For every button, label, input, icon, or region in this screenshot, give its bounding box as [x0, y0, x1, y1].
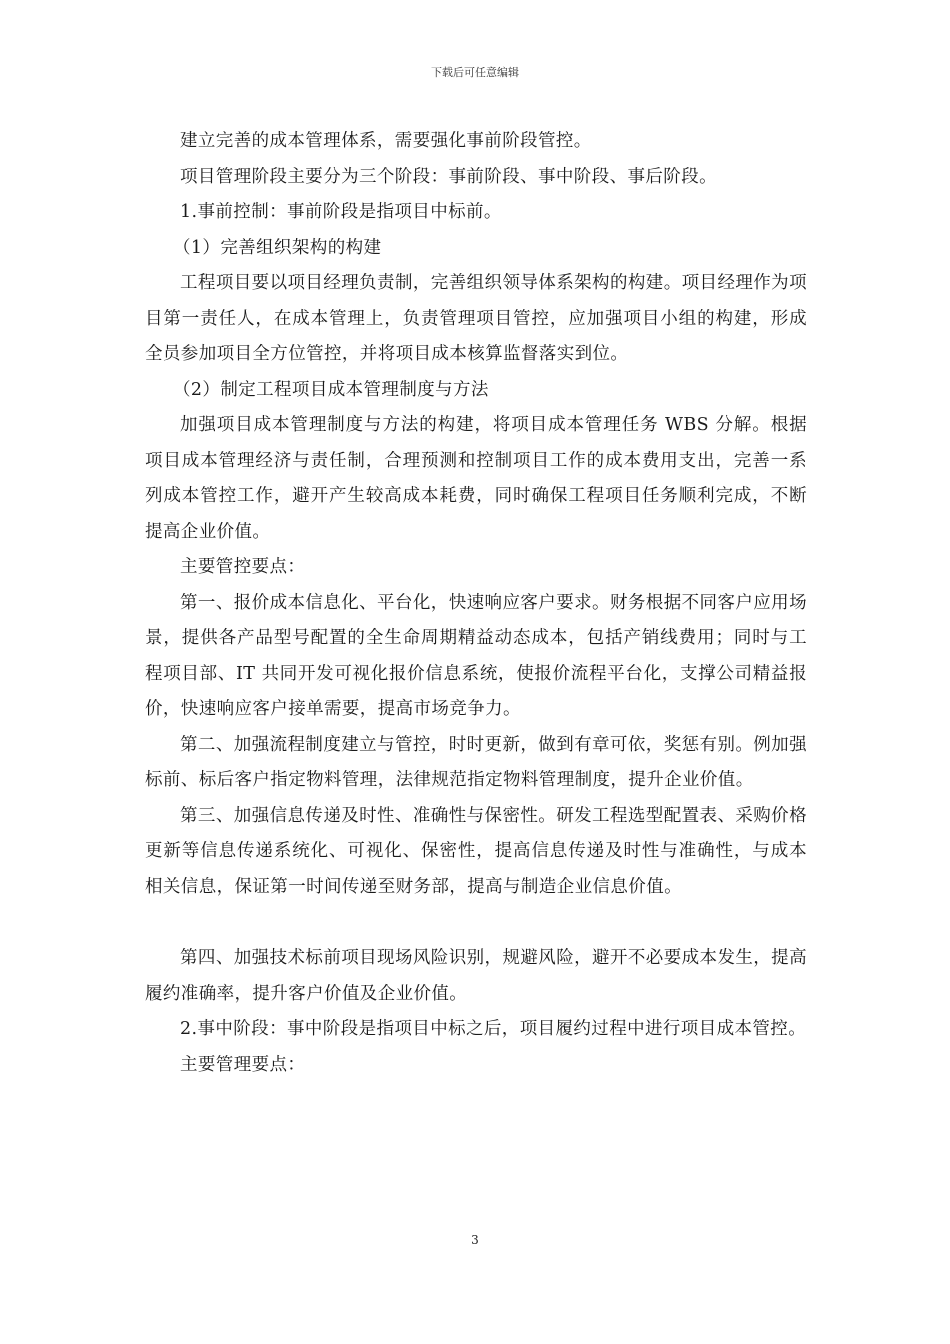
page-header-note: 下载后可任意编辑 [431, 66, 519, 79]
paragraph-point-two: 第二、加强流程制度建立与管控，时时更新，做到有章可依，奖惩有别。例加强标前、标后客户指定物料管理，法律规范指定物料管理制度，提升企业价值。 [145, 734, 807, 790]
paragraph-org-structure: 工程项目要以项目经理负责制，完善组织领导体系架构的构建。项目经理作为项目第一责任人，在成本管理上，负责管理项目管控，应加强项目小组的构建，形成全员参加项目全方位管控，并将项目成本核算监督落实到位。 [145, 273, 807, 364]
subheading-cost-system: （2）制定工程项目成本管理制度与方法 [173, 379, 489, 400]
paragraph-intro: 建立完善的成本管理体系，需要强化事前阶段管控。 [180, 131, 592, 151]
paragraph-key-points-label: 主要管控要点： [180, 557, 306, 577]
paragraph-stages: 项目管理阶段主要分为三个阶段：事前阶段、事中阶段、事后阶段。 [180, 166, 717, 187]
section-heading-pre-control: 1.事前控制：事前阶段是指项目中标前。 [180, 202, 502, 222]
document-body [145, 124, 807, 1083]
paragraph-gap [145, 905, 807, 941]
paragraph-point-three: 第三、加强信息传递及时性、准确性与保密性。研发工程选型配置表、采购价格更新等信息传递系统化、可视化、保密性，提高信息传递及时性与准确性，与成本相关信息，保证第一时间传递至财务部，提高与制造企业信息价值。 [145, 805, 807, 897]
paragraph-mid-key-points-label: 主要管理要点： [180, 1054, 306, 1075]
page-number: 3 [471, 1233, 479, 1247]
paragraph-cost-system: 加强项目成本管理制度与方法的构建，将项目成本管理任务 WBS 分解。根据项目成本管理经济与责任制，合理预测和控制项目工作的成本费用支出，完善一系列成本管控工作，避开产生较高成本耗费，同时确保工程项目任务顺利完成，不断提高企业价值。 [145, 415, 807, 542]
section-heading-mid-stage: 2.事中阶段：事中阶段是指项目中标之后，项目履约过程中进行项目成本管控。 [180, 1019, 807, 1039]
subheading-org-structure: （1）完善组织架构的构建 [173, 237, 382, 258]
paragraph-point-four: 第四、加强技术标前项目现场风险识别，规避风险，避开不必要成本发生，提高履约准确率，提升客户价值及企业价值。 [145, 948, 807, 1004]
paragraph-point-one: 第一、报价成本信息化、平台化，快速响应客户要求。财务根据不同客户应用场景，提供各产品型号配置的全生命周期精益动态成本，包括产销线费用；同时与工程项目部、IT 共同开发可视化报价信息系统，使报价流程平台化，支撑公司精益报价，快速响应客户接单需要，提高市场竞争力。 [145, 592, 807, 719]
